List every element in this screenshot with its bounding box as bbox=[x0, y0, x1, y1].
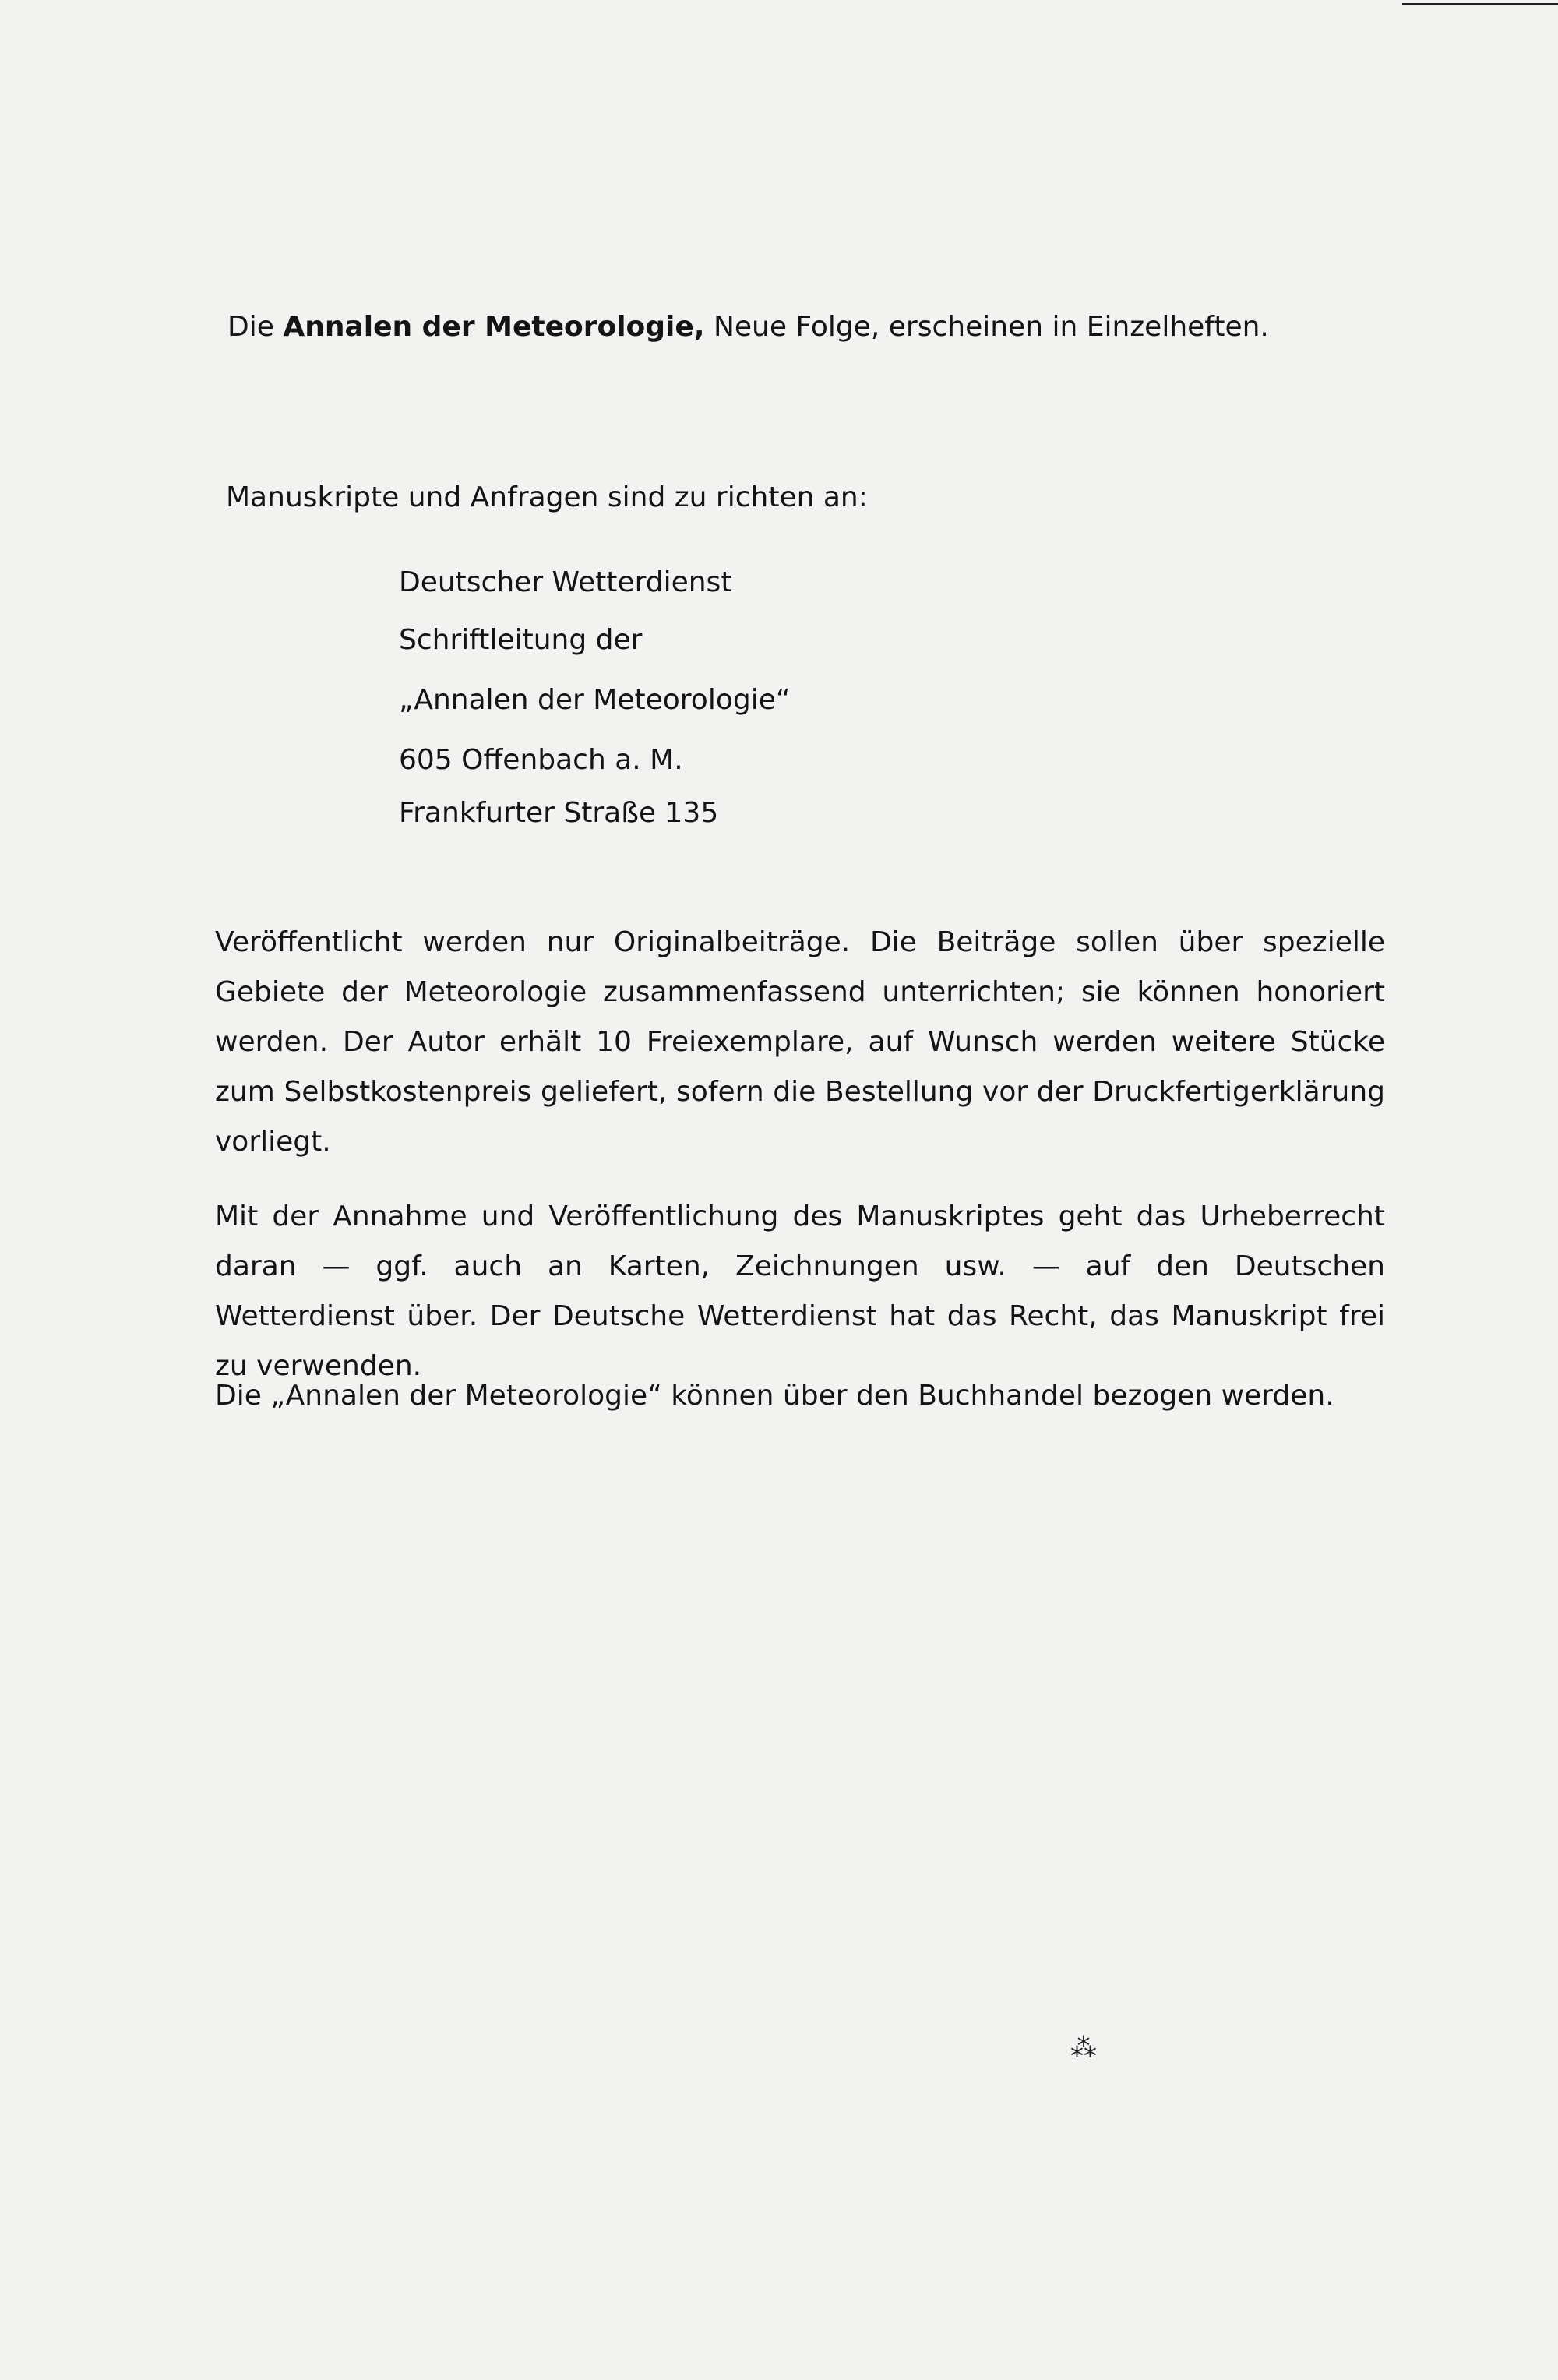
intro-prefix: Die bbox=[227, 311, 284, 343]
address-line: „Annalen der Meteorologie“ bbox=[399, 684, 791, 716]
ornament-mark: ⁂ bbox=[1070, 2033, 1097, 2064]
paragraph-copyright: Mit der Annahme und Veröffentlichung des Manuskriptes geht das Urheberrecht daran — ggf. auch an Karten, Zeichnungen usw. — auf den Deutschen Wetterdienst über. Der Deutsche Wetterdienst hat das Recht, das Manuskript frei zu verwenden. bbox=[215, 1201, 1385, 1382]
address-line: Schriftleitung der bbox=[399, 624, 643, 656]
intro-suffix: Neue Folge, erscheinen in Einzelheften. bbox=[704, 311, 1269, 343]
address-line: 605 Offenbach a. M. bbox=[399, 744, 683, 776]
paragraph-terms: Veröffentlicht werden nur Originalbeiträge. Die Beiträge sollen über spezielle Gebiete der Meteorologie zusammenfassend unterrichten; sie können honoriert werden. Der Autor erhält 10 Freiexemplare, auf Wunsch werden weitere Stücke zum Selbstkostenpreis geliefert, sofern die Bestellung vor der Druckfertigerklärung vorliegt. bbox=[215, 926, 1385, 1158]
paragraph-availability: Die „Annalen der Meteorologie“ können über den Buchhandel bezogen werden. bbox=[215, 1380, 1334, 1412]
intro-line bbox=[227, 310, 1269, 344]
address-line: Deutscher Wetterdienst bbox=[399, 566, 732, 598]
submission-heading: Manuskripte und Anfragen sind zu richten an: bbox=[226, 481, 868, 513]
address-line: Frankfurter Straße 135 bbox=[399, 797, 719, 829]
top-edge-rule bbox=[1402, 3, 1558, 5]
journal-title: Annalen der Meteorologie, bbox=[283, 311, 705, 343]
